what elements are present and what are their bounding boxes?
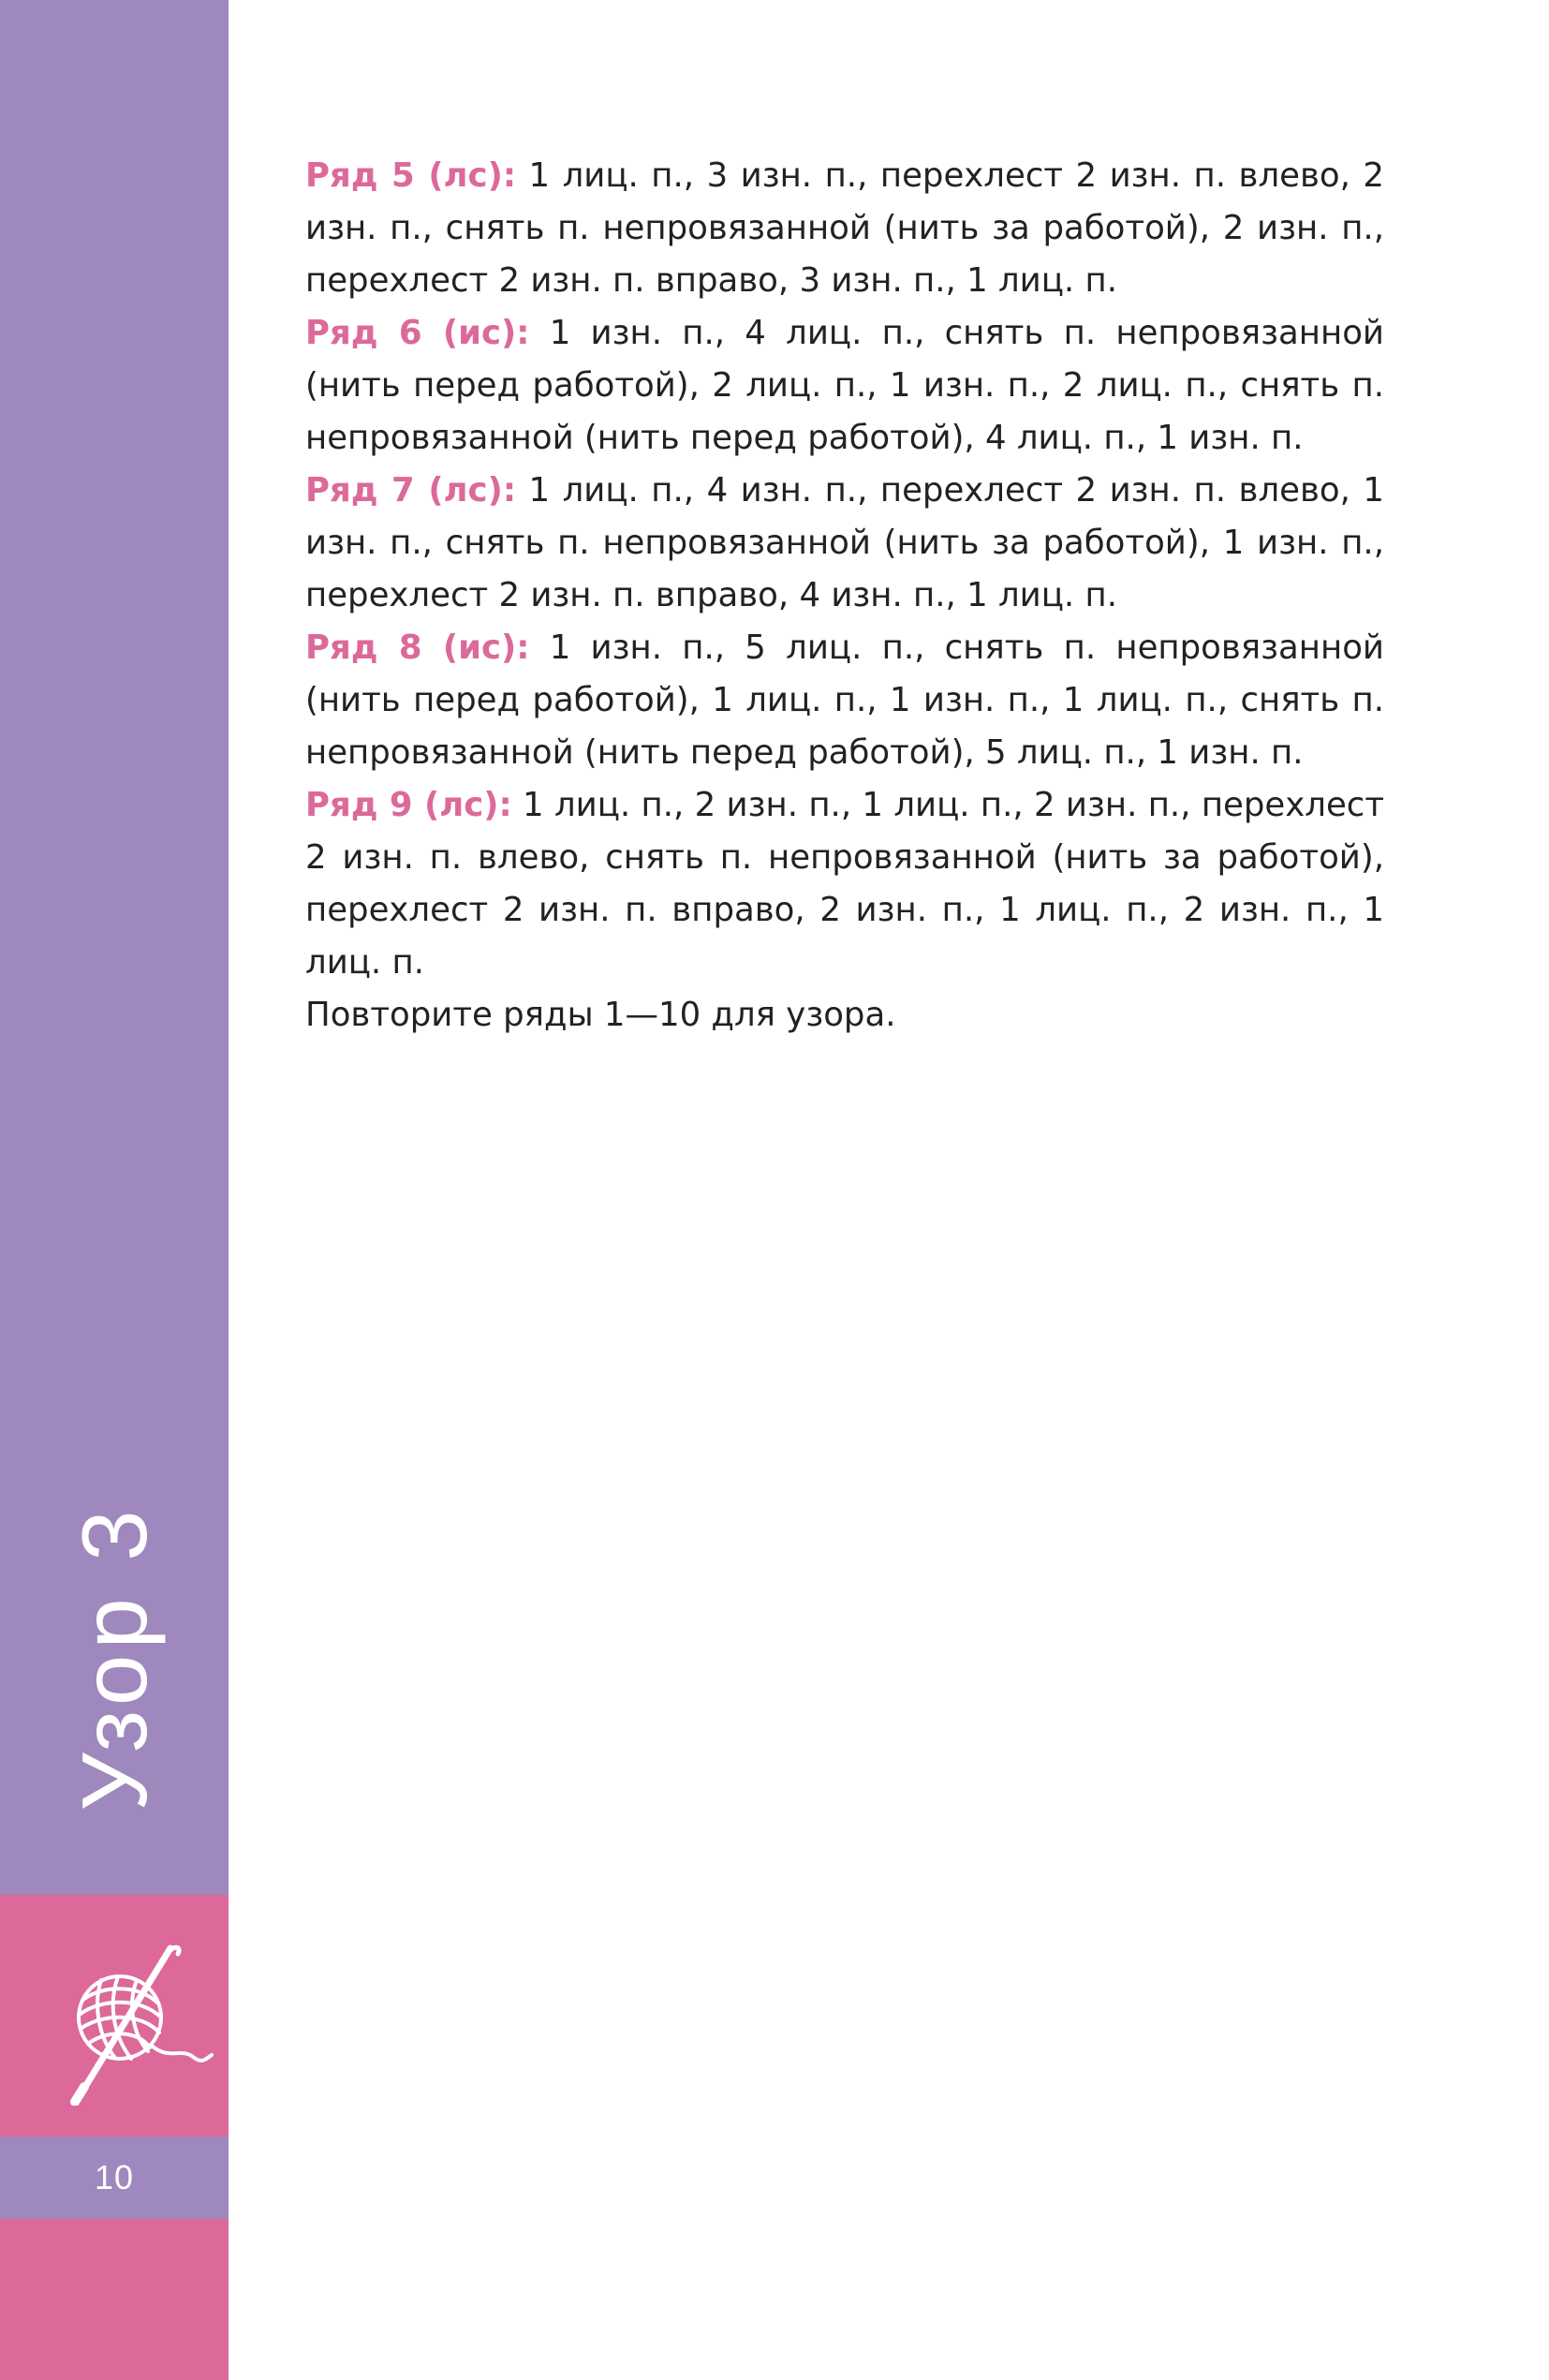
row-label: Ряд 6 (ис): bbox=[305, 314, 530, 352]
sidebar bbox=[0, 0, 229, 2380]
row-text: 1 лиц. п., 3 изн. п., перехлест 2 изн. п. влево, 2 изн. п., снять п. непровязанной (нить за работой), 2 изн. п., перехлест 2 изн. п. вправо, 3 изн. п., 1 лиц. п. bbox=[305, 156, 1384, 300]
row-text: 1 лиц. п., 4 изн. п., перехлест 2 изн. п. влево, 1 изн. п., снять п. непровязанной (нить за работой), 1 изн. п., перехлест 2 изн. п. вправо, 4 изн. п., 1 лиц. п. bbox=[305, 471, 1384, 614]
row-text: 1 лиц. п., 2 изн. п., 1 лиц. п., 2 изн. п., перехлест 2 изн. п. влево, снять п. непровязанной (нить за работой), перехлест 2 изн. п. вправо, 2 изн. п., 1 лиц. п., 2 изн. п., 1 лиц. п. bbox=[305, 786, 1384, 982]
sidebar-band-pink-bottom bbox=[0, 2219, 229, 2380]
row-text: 1 изн. п., 4 лиц. п., снять п. непровязанной (нить перед работой), 2 лиц. п., 1 изн. п., 2 лиц. п., снять п. непровязанной (нить перед работой), 4 лиц. п., 1 изн. п. bbox=[305, 314, 1385, 457]
pattern-row bbox=[305, 622, 1384, 779]
row-label: Ряд 7 (лс): bbox=[305, 471, 517, 510]
row-text: 1 изн. п., 5 лиц. п., снять п. непровязанной (нить перед работой), 1 лиц. п., 1 изн. п., 1 лиц. п., снять п. непровязанной (нить перед работой), 5 лиц. п., 1 изн. п. bbox=[305, 628, 1385, 772]
pattern-instructions bbox=[305, 150, 1384, 1042]
yarn-ball-crochet-hook-icon bbox=[47, 1937, 215, 2106]
row-label: Ряд 5 (лс): bbox=[305, 156, 517, 195]
page-number: 10 bbox=[94, 2158, 135, 2196]
row-label: Ряд 8 (ис): bbox=[305, 628, 530, 667]
pattern-row bbox=[305, 779, 1384, 989]
pattern-row bbox=[305, 307, 1384, 465]
pattern-row bbox=[305, 150, 1384, 307]
pattern-row bbox=[305, 465, 1384, 622]
repeat-instruction: Повторите ряды 1—10 для узора. bbox=[305, 996, 896, 1034]
section-title: Узор 3 bbox=[63, 1504, 166, 1811]
row-label: Ряд 9 (лс): bbox=[305, 786, 512, 824]
